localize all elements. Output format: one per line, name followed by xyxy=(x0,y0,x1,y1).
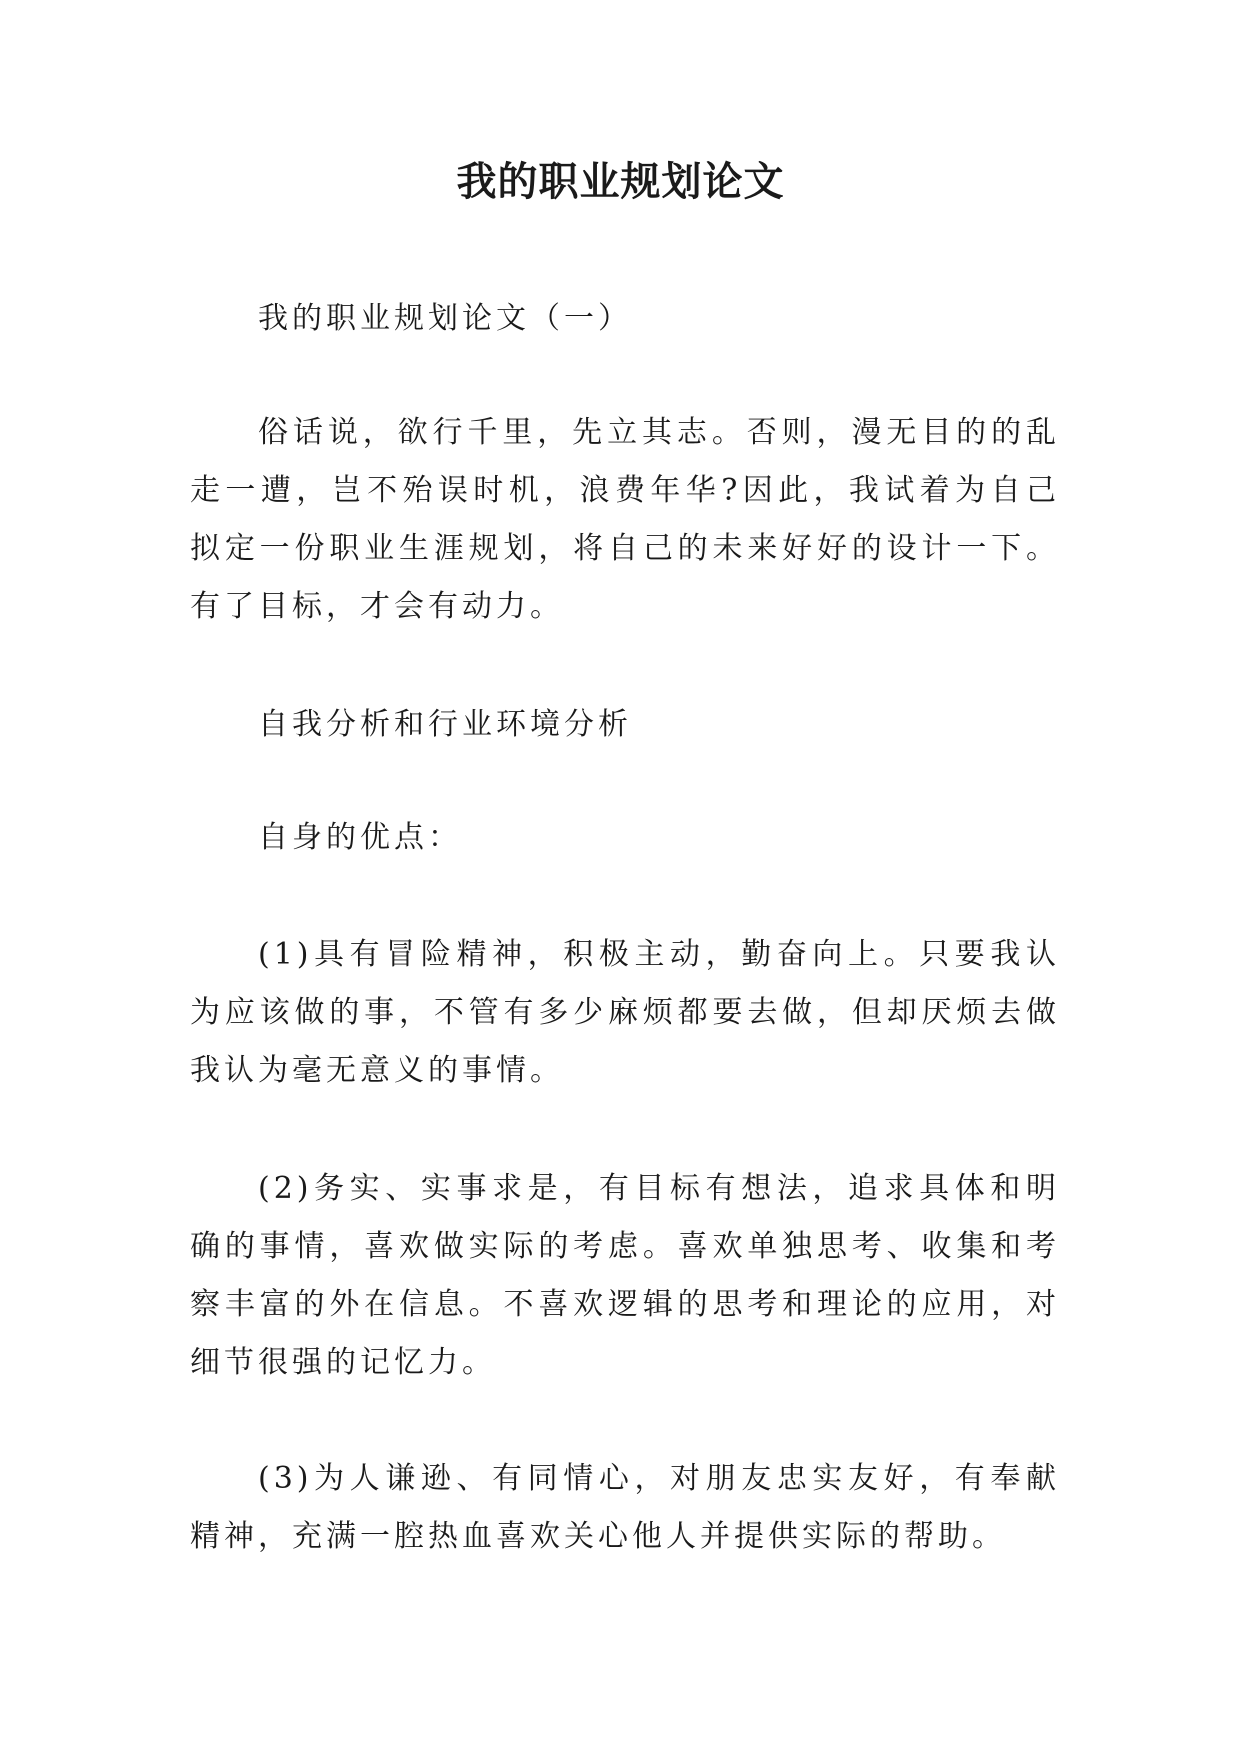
section-heading: 自我分析和行业环境分析 xyxy=(258,707,632,742)
list-paragraph: (1)具有冒险精神，积极主动，勤奋向上。只要我认为应该做的事，不管有多少麻烦都要去做，但却厌烦去做我认为毫无意义的事情。 xyxy=(190,937,1060,1088)
list-paragraph: (2)务实、实事求是，有目标有想法，追求具体和明确的事情，喜欢做实际的考虑。喜欢单独思考、收集和考察丰富的外在信息。不喜欢逻辑的思考和理论的应用，对细节很强的记忆力。 xyxy=(190,1171,1060,1380)
body-paragraph: 俗话说，欲行千里，先立其志。否则，漫无目的的乱走一遭，岂不殆误时机，浪费年华?因此，我试着为自己拟定一份职业生涯规划，将自己的未来好好的设计一下。有了目标，才会有动力。 xyxy=(190,415,1060,624)
list-paragraph: (3)为人谦逊、有同情心，对朋友忠实友好，有奉献精神，充满一腔热血喜欢关心他人并提供实际的帮助。 xyxy=(190,1461,1060,1554)
section-heading: 我的职业规划论文（一） xyxy=(258,301,632,336)
document-title: 我的职业规划论文 xyxy=(456,158,785,205)
subsection-heading: 自身的优点： xyxy=(258,820,462,855)
